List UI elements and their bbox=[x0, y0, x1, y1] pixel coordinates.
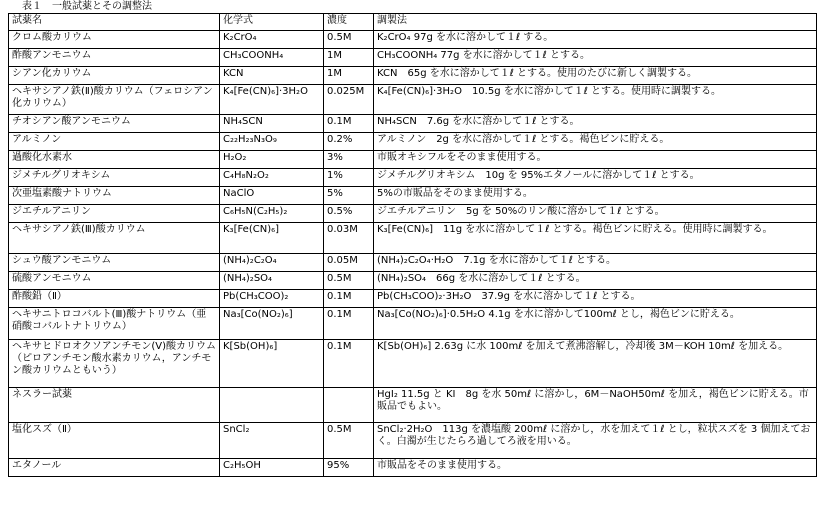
reagent-name: ヘキサヒドロオクソアンチモン(Ⅴ)酸カリウム（ピロアンチモン酸水素カリウム，アンチモン酸カリウムともいう） bbox=[9, 340, 220, 388]
reagent-concentration: 0.1M bbox=[324, 340, 374, 388]
reagent-name: チオシアン酸アンモニウム bbox=[9, 115, 220, 133]
reagent-method: ジメチルグリオキシム 10g を 95%エタノールに溶かして１ℓ とする。 bbox=[374, 169, 817, 187]
reagent-method: K[Sb(OH)₆] 2.63g に水 100mℓ を加えて煮沸溶解し，冷却後 3M－KOH 10mℓ を加える。 bbox=[374, 340, 817, 388]
reagent-method: ジエチルアニリン 5g を 50%のリン酸に溶かして１ℓ とする。 bbox=[374, 205, 817, 223]
table-row bbox=[9, 308, 817, 340]
reagent-name: ヘキサシアノ鉄(Ⅲ)酸カリウム bbox=[9, 223, 220, 254]
table-caption: 表１ 一般試薬とその調整法 bbox=[22, 1, 152, 12]
table-row bbox=[9, 67, 817, 85]
reagent-formula: C₄H₈N₂O₂ bbox=[220, 169, 324, 187]
reagent-concentration: 0.05M bbox=[324, 254, 374, 272]
reagent-method: CH₃COONH₄ 77g を水に溶かして１ℓ とする。 bbox=[374, 49, 817, 67]
reagent-concentration: 0.5M bbox=[324, 272, 374, 290]
reagent-formula: KCN bbox=[220, 67, 324, 85]
reagent-formula: Pb(CH₃COO)₂ bbox=[220, 290, 324, 308]
reagent-concentration: 95% bbox=[324, 459, 374, 477]
reagent-formula: NaClO bbox=[220, 187, 324, 205]
table-row bbox=[9, 31, 817, 49]
reagent-formula: C₆H₅N(C₂H₅)₂ bbox=[220, 205, 324, 223]
reagent-method: SnCl₂·2H₂O 113g を濃塩酸 200mℓ に溶かし，水を加えて１ℓ とし，粒状スズを 3 個加えておく。白濁が生じたらろ過してろ液を用いる。 bbox=[374, 423, 817, 459]
table-row bbox=[9, 169, 817, 187]
reagent-name: ジメチルグリオキシム bbox=[9, 169, 220, 187]
table-row bbox=[9, 133, 817, 151]
reagent-formula: K₄[Fe(CN)₆]·3H₂O bbox=[220, 85, 324, 115]
reagent-formula: (NH₄)₂C₂O₄ bbox=[220, 254, 324, 272]
reagent-concentration: 0.5M bbox=[324, 423, 374, 459]
reagent-name: シアン化カリウム bbox=[9, 67, 220, 85]
reagent-concentration: 3% bbox=[324, 151, 374, 169]
reagent-name: アルミノン bbox=[9, 133, 220, 151]
reagent-concentration: 5% bbox=[324, 187, 374, 205]
reagent-method: K₃[Fe(CN)₆] 11g を水に溶かして１ℓ とする。褐色ビンに貯える。使用時に調製する。 bbox=[374, 223, 817, 254]
reagent-concentration: 0.1M bbox=[324, 115, 374, 133]
table-row bbox=[9, 388, 817, 423]
table-row bbox=[9, 151, 817, 169]
reagent-method: 5%の市販品をそのまま使用する。 bbox=[374, 187, 817, 205]
reagent-table bbox=[8, 13, 817, 477]
reagent-concentration: 1% bbox=[324, 169, 374, 187]
reagent-name: 過酸化水素水 bbox=[9, 151, 220, 169]
reagent-method: Pb(CH₃COO)₂·3H₂O 37.9g を水に溶かして１ℓ とする。 bbox=[374, 290, 817, 308]
reagent-method: NH₄SCN 7.6g を水に溶かして１ℓ とする。 bbox=[374, 115, 817, 133]
table-row bbox=[9, 223, 817, 254]
reagent-formula: H₂O₂ bbox=[220, 151, 324, 169]
reagent-name: 硫酸アンモニウム bbox=[9, 272, 220, 290]
reagent-method: Na₃[Co(NO₂)₆]·0.5H₂O 4.1g を水に溶かして100mℓ とし，褐色ビンに貯える。 bbox=[374, 308, 817, 340]
reagent-name: エタノール bbox=[9, 459, 220, 477]
table-row bbox=[9, 459, 817, 477]
reagent-method: 市販オキシフルをそのまま使用する。 bbox=[374, 151, 817, 169]
reagent-concentration bbox=[324, 388, 374, 423]
header-reagent-name: 試薬名 bbox=[9, 14, 220, 31]
reagent-concentration: 0.1M bbox=[324, 290, 374, 308]
reagent-name: ヘキサニトロコバルト(Ⅲ)酸ナトリウム（亜硝酸コバルトナトリウム） bbox=[9, 308, 220, 340]
reagent-formula: K[Sb(OH)₆] bbox=[220, 340, 324, 388]
header-concentration: 濃度 bbox=[324, 14, 374, 31]
header-preparation: 調製法 bbox=[374, 14, 817, 31]
reagent-name: ネスラー試薬 bbox=[9, 388, 220, 423]
reagent-name: ヘキサシアノ鉄(Ⅱ)酸カリウム（フェロシアン化カリウム） bbox=[9, 85, 220, 115]
reagent-formula: K₃[Fe(CN)₆] bbox=[220, 223, 324, 254]
reagent-concentration: 0.5M bbox=[324, 31, 374, 49]
reagent-formula: (NH₄)₂SO₄ bbox=[220, 272, 324, 290]
reagent-method: K₂CrO₄ 97g を水に溶かして１ℓ する。 bbox=[374, 31, 817, 49]
reagent-formula: C₂H₅OH bbox=[220, 459, 324, 477]
table-header-row bbox=[9, 14, 817, 31]
reagent-method: KCN 65g を水に溶かして１ℓ とする。使用のたびに新しく調製する。 bbox=[374, 67, 817, 85]
reagent-name: 酢酸鉛（Ⅱ） bbox=[9, 290, 220, 308]
reagent-concentration: 0.2% bbox=[324, 133, 374, 151]
reagent-name: 次亜塩素酸ナトリウム bbox=[9, 187, 220, 205]
reagent-formula: K₂CrO₄ bbox=[220, 31, 324, 49]
reagent-formula bbox=[220, 388, 324, 423]
reagent-concentration: 0.5% bbox=[324, 205, 374, 223]
table-row bbox=[9, 340, 817, 388]
reagent-name: 酢酸アンモニウム bbox=[9, 49, 220, 67]
table-row bbox=[9, 290, 817, 308]
reagent-concentration: 1M bbox=[324, 49, 374, 67]
reagent-name: ジエチルアニリン bbox=[9, 205, 220, 223]
table-row bbox=[9, 205, 817, 223]
table-row bbox=[9, 423, 817, 459]
reagent-concentration: 0.1M bbox=[324, 308, 374, 340]
reagent-name: 塩化スズ（Ⅱ） bbox=[9, 423, 220, 459]
reagent-method: HgI₂ 11.5g と KI 8g を水 50mℓ に溶かし，6M－NaOH50mℓ を加え，褐色ビンに貯える。市販品でもよい。 bbox=[374, 388, 817, 423]
reagent-formula: CH₃COONH₄ bbox=[220, 49, 324, 67]
reagent-formula: SnCl₂ bbox=[220, 423, 324, 459]
reagent-name: クロム酸カリウム bbox=[9, 31, 220, 49]
header-formula: 化学式 bbox=[220, 14, 324, 31]
table-row bbox=[9, 85, 817, 115]
reagent-concentration: 1M bbox=[324, 67, 374, 85]
reagent-method: 市販品をそのまま使用する。 bbox=[374, 459, 817, 477]
reagent-method: アルミノン 2g を水に溶かして１ℓ とする。褐色ビンに貯える。 bbox=[374, 133, 817, 151]
table-row bbox=[9, 272, 817, 290]
table-row bbox=[9, 254, 817, 272]
reagent-concentration: 0.025M bbox=[324, 85, 374, 115]
reagent-concentration: 0.03M bbox=[324, 223, 374, 254]
table-row bbox=[9, 187, 817, 205]
reagent-method: K₄[Fe(CN)₆]·3H₂O 10.5g を水に溶かして１ℓ とする。使用時に調製する。 bbox=[374, 85, 817, 115]
reagent-name: シュウ酸アンモニウム bbox=[9, 254, 220, 272]
reagent-formula: C₂₂H₂₃N₃O₉ bbox=[220, 133, 324, 151]
table-row bbox=[9, 49, 817, 67]
reagent-method: (NH₄)₂SO₄ 66g を水に溶かして１ℓ とする。 bbox=[374, 272, 817, 290]
table-row bbox=[9, 115, 817, 133]
reagent-formula: Na₃[Co(NO₂)₆] bbox=[220, 308, 324, 340]
reagent-method: (NH₄)₂C₂O₄·H₂O 7.1g を水に溶かして１ℓ とする。 bbox=[374, 254, 817, 272]
reagent-formula: NH₄SCN bbox=[220, 115, 324, 133]
